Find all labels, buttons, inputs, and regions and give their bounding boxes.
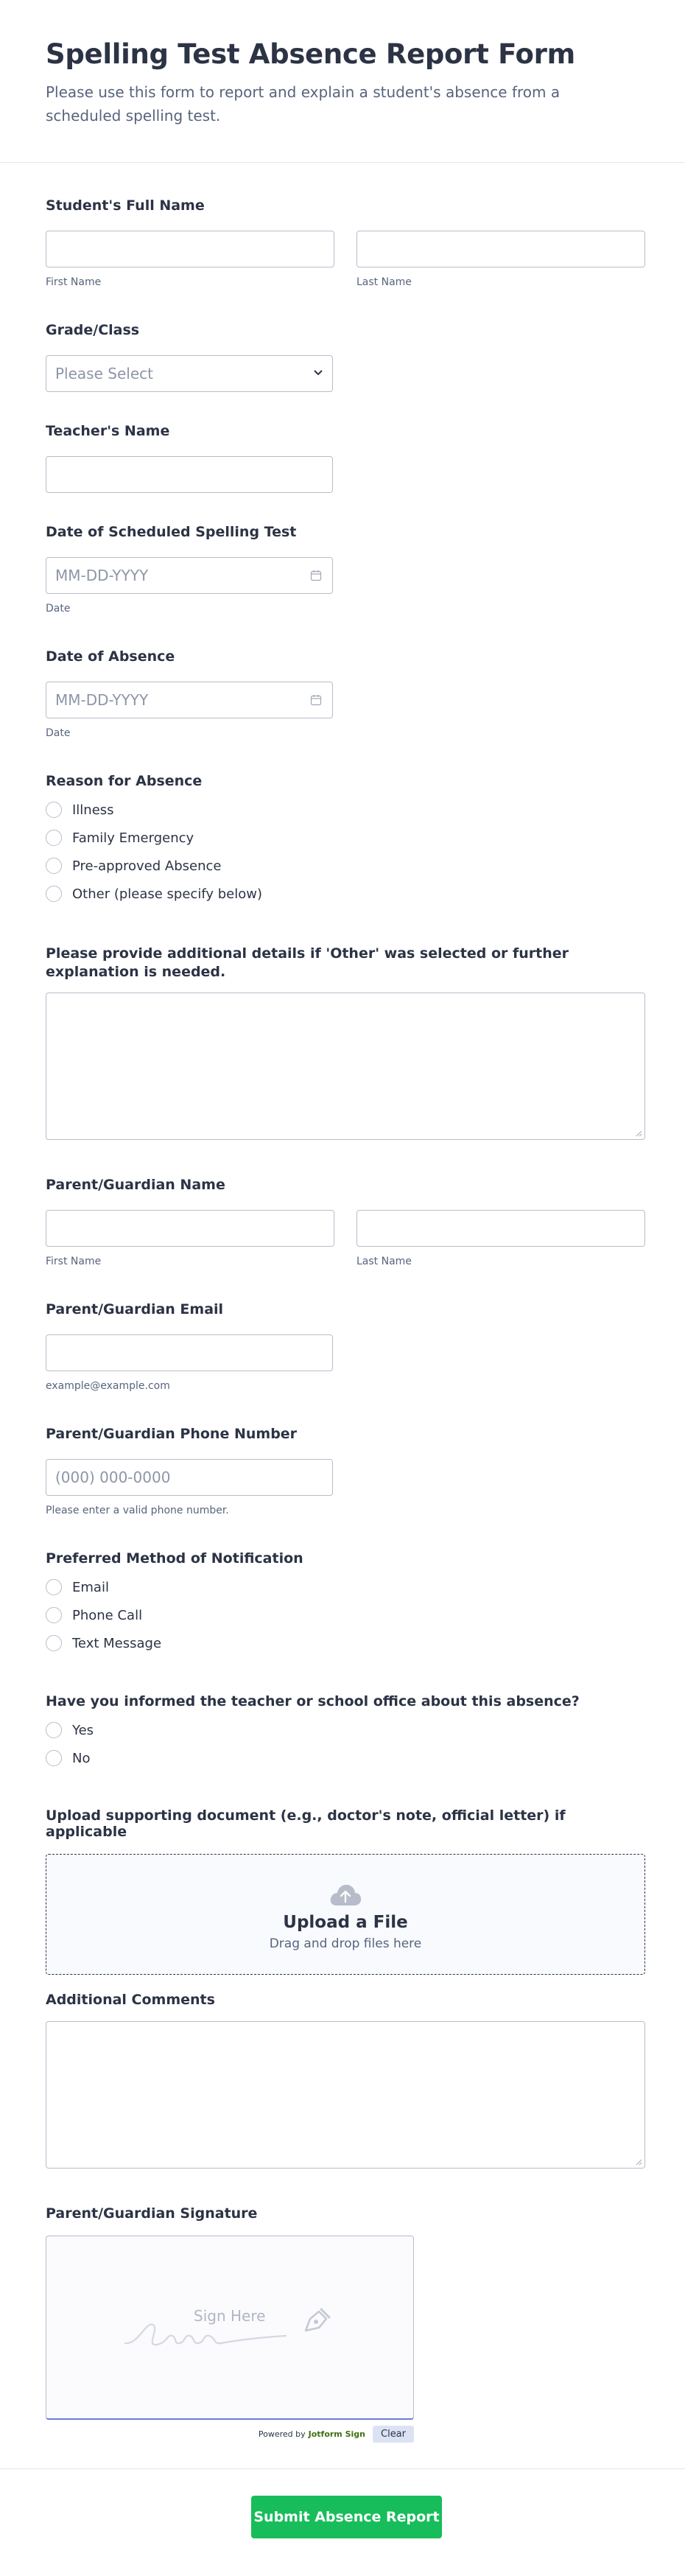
form-title: Spelling Test Absence Report Form	[46, 38, 575, 70]
guardian-name-label: Parent/Guardian Name	[46, 1177, 225, 1193]
notification-field	[46, 1550, 488, 1663]
radio-label: No	[72, 1750, 91, 1766]
clear-signature-button[interactable]: Clear	[373, 2426, 414, 2443]
test-date-placeholder: MM-DD-YYYY	[55, 567, 149, 584]
reason-options	[46, 802, 488, 902]
student-first-name-sublabel: First Name	[46, 276, 102, 288]
radio-label: Phone Call	[72, 1607, 143, 1623]
radio-button[interactable]	[46, 1750, 62, 1766]
grade-select[interactable]	[46, 355, 333, 392]
radio-label: Yes	[72, 1722, 94, 1738]
signature-pad[interactable]	[46, 2236, 414, 2420]
student-name-field	[46, 197, 645, 288]
student-first-name-input[interactable]	[46, 231, 334, 267]
test-date-sublabel: Date	[46, 603, 71, 615]
form-header	[0, 0, 685, 163]
signature-field	[46, 2205, 414, 2443]
radio-button[interactable]	[46, 1607, 62, 1623]
signature-label: Parent/Guardian Signature	[46, 2205, 258, 2222]
radio-label: Text Message	[72, 1635, 162, 1651]
radio-button[interactable]	[46, 858, 62, 874]
jotform-sign-brand[interactable]: Jotform Sign	[308, 2429, 365, 2439]
guardian-phone-field	[46, 1426, 333, 1516]
reason-option-family-emergency[interactable]	[46, 830, 488, 846]
reason-field	[46, 773, 488, 914]
guardian-last-name-input[interactable]	[356, 1210, 645, 1247]
guardian-last-name-sublabel: Last Name	[356, 1256, 412, 1267]
submit-button[interactable]: Submit Absence Report	[251, 2496, 442, 2538]
guardian-phone-label: Parent/Guardian Phone Number	[46, 1426, 298, 1442]
upload-subtitle: Drag and drop files here	[269, 1936, 422, 1951]
calendar-icon[interactable]	[310, 694, 322, 706]
comments-field	[46, 1992, 645, 2169]
powered-by-text: Powered by	[258, 2429, 306, 2439]
details-label: Please provide additional details if 'Other' was selected or further explanation is needed.	[46, 945, 569, 980]
teacher-input[interactable]	[46, 456, 333, 493]
guardian-first-name-sublabel: First Name	[46, 1256, 102, 1267]
test-date-label: Date of Scheduled Spelling Test	[46, 524, 297, 540]
upload-field	[46, 1807, 645, 1975]
pen-icon	[300, 2306, 332, 2335]
radio-button[interactable]	[46, 830, 62, 846]
notification-label: Preferred Method of Notification	[46, 1550, 303, 1567]
radio-button[interactable]	[46, 1635, 62, 1651]
grade-label: Grade/Class	[46, 322, 140, 338]
guardian-email-sublabel: example@example.com	[46, 1380, 170, 1392]
informed-field	[46, 1693, 645, 1778]
guardian-name-field	[46, 1177, 645, 1267]
radio-label: Other (please specify below)	[72, 886, 262, 902]
absence-date-sublabel: Date	[46, 727, 71, 739]
details-textarea[interactable]	[46, 993, 645, 1140]
upload-dropzone[interactable]	[46, 1854, 645, 1975]
teacher-field	[46, 423, 333, 493]
guardian-email-field	[46, 1301, 333, 1392]
chevron-down-icon	[313, 369, 323, 377]
guardian-email-input[interactable]	[46, 1334, 333, 1371]
radio-button[interactable]	[46, 886, 62, 902]
form-description: Please use this form to report and explain a student's absence from a scheduled spelling test.	[46, 83, 561, 125]
test-date-input[interactable]	[46, 557, 333, 594]
resize-handle-icon[interactable]	[635, 1130, 642, 1137]
upload-title: Upload a File	[283, 1913, 408, 1932]
calendar-icon[interactable]	[310, 570, 322, 581]
reason-label: Reason for Absence	[46, 773, 203, 789]
informed-options	[46, 1722, 645, 1766]
student-last-name-sublabel: Last Name	[356, 276, 412, 288]
notification-option-email[interactable]	[46, 1579, 488, 1595]
absence-date-input[interactable]	[46, 682, 333, 718]
grade-field	[46, 322, 333, 392]
informed-label: Have you informed the teacher or school office about this absence?	[46, 1693, 580, 1709]
student-name-label: Student's Full Name	[46, 197, 205, 214]
absence-date-field	[46, 648, 333, 739]
radio-button[interactable]	[46, 1579, 62, 1595]
signature-placeholder: Sign Here	[194, 2307, 266, 2325]
notification-option-text-message[interactable]	[46, 1635, 488, 1651]
upload-label: Upload supporting document (e.g., doctor's note, official letter) if applicable	[46, 1807, 566, 1840]
radio-label: Email	[72, 1579, 109, 1595]
notification-option-phone-call[interactable]	[46, 1607, 488, 1623]
details-field	[46, 945, 645, 1140]
guardian-email-label: Parent/Guardian Email	[46, 1301, 224, 1317]
guardian-first-name-input[interactable]	[46, 1210, 334, 1247]
radio-label: Pre-approved Absence	[72, 858, 222, 874]
radio-label: Illness	[72, 802, 114, 818]
teacher-label: Teacher's Name	[46, 423, 170, 439]
reason-option-illness[interactable]	[46, 802, 488, 818]
radio-button[interactable]	[46, 1722, 62, 1738]
grade-placeholder: Please Select	[55, 365, 153, 382]
guardian-phone-sublabel: Please enter a valid phone number.	[46, 1505, 229, 1516]
reason-option-other[interactable]	[46, 886, 488, 902]
signature-footer	[46, 2426, 414, 2443]
resize-handle-icon[interactable]	[635, 2158, 642, 2166]
footer-divider	[0, 2468, 685, 2469]
student-last-name-input[interactable]	[356, 231, 645, 267]
comments-textarea[interactable]	[46, 2021, 645, 2169]
radio-label: Family Emergency	[72, 830, 194, 846]
comments-label: Additional Comments	[46, 1992, 215, 2008]
absence-date-label: Date of Absence	[46, 648, 175, 665]
notification-options	[46, 1579, 488, 1651]
informed-option-yes[interactable]	[46, 1722, 645, 1738]
cloud-upload-icon	[328, 1882, 363, 1907]
guardian-phone-placeholder: (000) 000-0000	[55, 1469, 171, 1486]
reason-option-pre-approved[interactable]	[46, 858, 488, 874]
absence-date-placeholder: MM-DD-YYYY	[55, 691, 149, 709]
radio-button[interactable]	[46, 802, 62, 818]
guardian-phone-input[interactable]	[46, 1459, 333, 1496]
test-date-field	[46, 524, 333, 615]
informed-option-no[interactable]	[46, 1750, 645, 1766]
